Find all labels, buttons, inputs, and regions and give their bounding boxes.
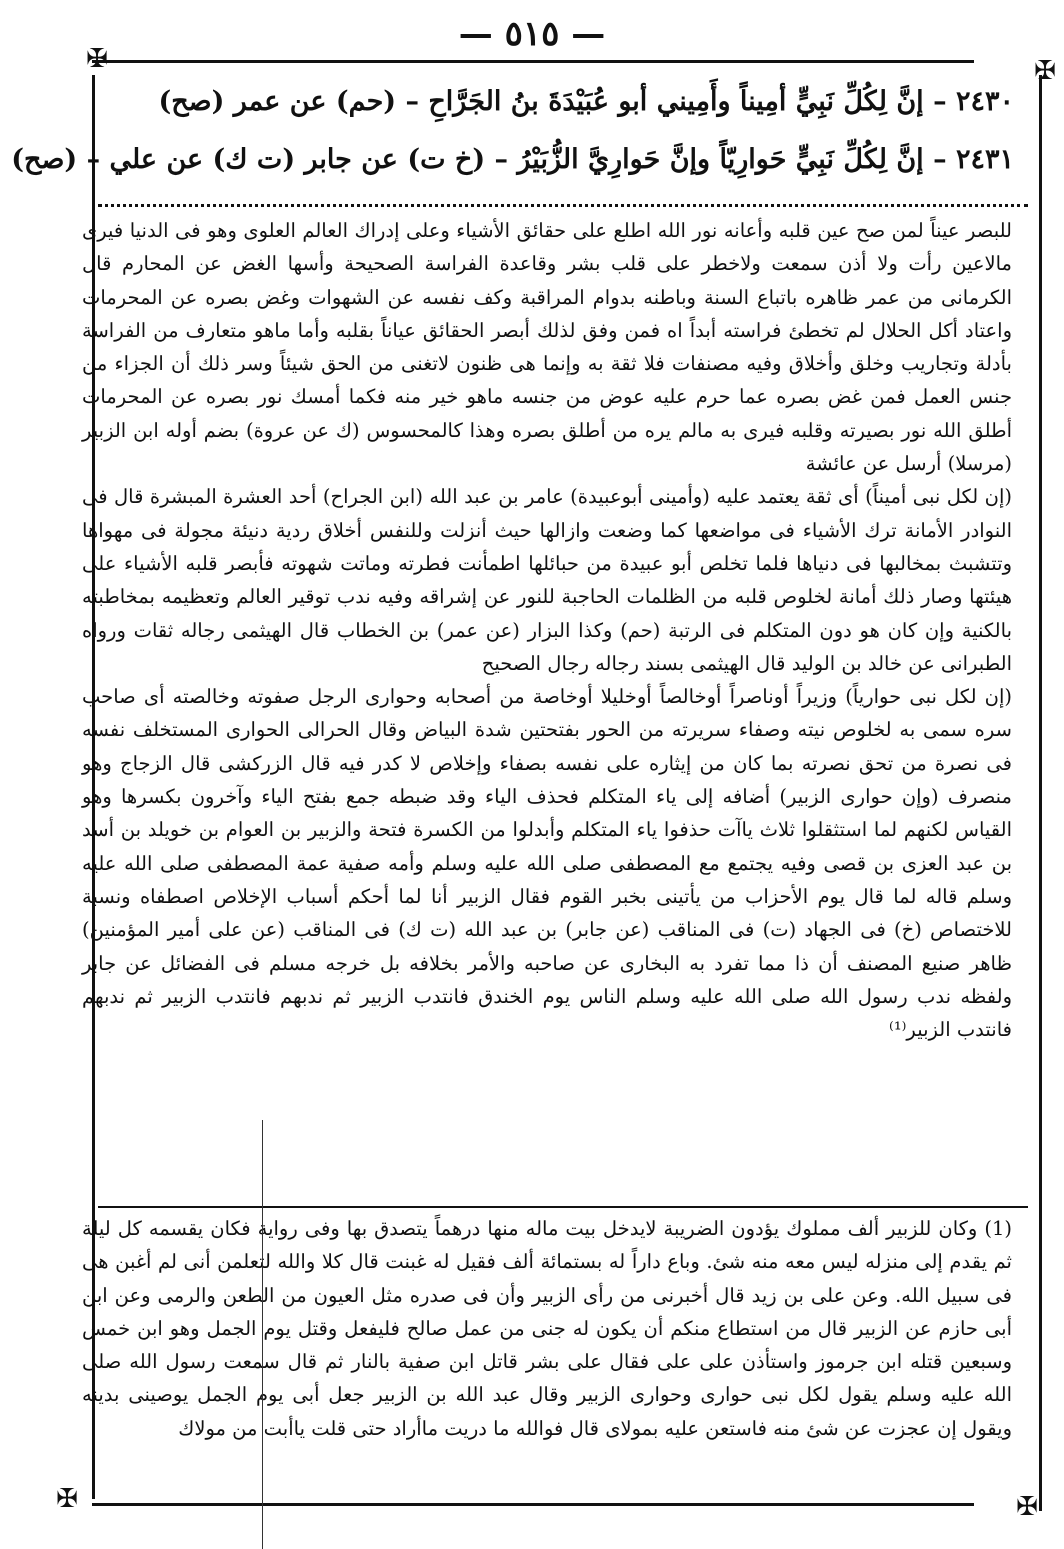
- commentary-paragraph: للبصر عيناً لمن صح عين قلبه وأعانه نور الله اطلع على حقائق الأشياء وعلى إدراك العالم العلوى وهو فى الدنيا فيرى مالاعين رأت ولا أذن سمعت ولاخطر على قلب بشر وقاعدة الفراسة الصحيحة وأسها الغض عن المحارم قال الكرمانى من عمر ظاهره باتباع السنة وباطنه بدوام المراقبة وكف نفسه عن الشهوات وغض بصره عن المحرمات واعتاد أكل الحلال لم تخطئ فراسته أبداً اه فمن وفق لذلك أبصر الحقائق عياناً بقلبه وأما ماهو متعارف من الفراسة بأدلة وتجاريب وخلق وأخلاق وفيه مصنفات فلا ثقة به وإنما هى ظنون لاتغنى من الحق شيئاً وسر ذلك أن الجزاء من جنس العمل فمن غض بصره عما حرم عليه عوض من جنسه ماهو خير منه فكما أمسك نور بصره عن المحرمات أطلق الله نور بصيرته وقلبه فيرى به مالم يره من أطلق بصره وهذا كالمحسوس (ك عن عروة) بضم أوله ابن الزبير (مرسلا) أرسل عن عائشة: [82, 219, 1012, 476]
- footnote-divider: [98, 1206, 1028, 1208]
- commentary-paragraph: (إن لكل نبى أميناً) أى ثقة يعتمد عليه (وأمينى أبوعبيدة) عامر بن عبد الله (ابن الجراح) أحد العشرة المبشرة قال فى النوادر الأمانة ترك الأشياء فى مواضعها كما وضعت وازالها حيث أنزلت وللنفس أخلاق ردية دنيئة مجولة فى مهواها وتتشبث بمخالبها فى دنياها فلما تخلص أبو عبيدة من حبائلها اطمأنت فطرته وماتت شهوته فأبصر قلبه الأشياء على هيئتها وصار ذلك أمانة لخلوص قلبه من الظلمات الحاجبة للنور عن إشراقه وفيه ندب توقير العالم وتعظيمه بمخاطبته بالكنية وإن كان هو دون المتكلم فى الرتبة (حم) وكذا البزار (عن عمر) بن الخطاب قال الهيثمى رجاله ثقات ورواه الطبرانى عن خالد بن الوليد قال الهيثمى بسند رجاله رجال الصحيح: [82, 485, 1012, 675]
- corner-ornament-icon: ✠: [1034, 56, 1056, 86]
- section-divider: [98, 204, 1028, 207]
- page-number: — ٥١٥ —: [458, 14, 606, 54]
- corner-ornament-icon: ✠: [1016, 1492, 1038, 1522]
- hadith-text: ٢٤٣٠ – إنَّ لِكُلِّ نَبِيٍّ أمِيناً وأَمِيني أبو عُبَيْدَةَ بنُ الجَرَّاحِ – (حم) عن عمر (صح): [158, 86, 1014, 117]
- corner-ornament-icon: ✠: [86, 44, 108, 74]
- commentary-body: [82, 214, 1012, 1046]
- footnote-text: (1) وكان للزبير ألف مملوك يؤدون الضريبة لايدخل بيت ماله منها درهماً يتصدق بها وفى رواية فكان يقسمه كل ليلة ثم يقدم إلى منزله ليس معه منه شئ. وباع داراً له بستمائة ألف فقيل له غبنت قال كلا والله لتعلمن أنى لم أغبن هى فى سبيل الله. وعن على بن زيد قال أخبرنى من رأى الزبير وأن فى صدره مثل العيون من الطعن والرمى وعن ابن أبى حازم عن الزبير قال من استطاع منكم أن يكون له جنى من عمل صالح فليفعل وقتل يوم الجمل وهو ابن خمس وسبعين قتله ابن جرموز واستأذن على على فقال على بشر قاتل ابن صفية بالنار ثم قال سمعت رسول الله صلى الله عليه وسلم يقول لكل نبى حوارى وحوارى الزبير وقال عبد الله بن الزبير جعل أبى يوم الجمل يوصينى بدينه ويقول إن عجزت عن شئ منه فاستعن عليه بمولاى قال فوالله ما دريت ماأراد حتى قلت ياأبت من مولاك: [82, 1217, 1012, 1440]
- corner-ornament-icon: ✠: [56, 1484, 78, 1514]
- footnote: [82, 1212, 1012, 1445]
- commentary-paragraph: (إن لكل نبى حوارياً) وزيراً أوناصراً أوخالصاً أوخليلا أوخاصة من أصحابه وحوارى الرجل صفوته وخالصته أى صاحب سره سمى به لخلوص نيته وصفاء سريرته من الحور بفتحتين شدة البياض وقال الحرالى الحوارى المستخلف نفسه فى نصرة من تحق نصرته بما كان من إيثاره على نفسه بصفاء وإخلاص لا كدر فيه قال الزركشى قال الزجاج وهو منصرف (وإن حوارى الزبير) أضافه إلى ياء المتكلم فحذف الياء وقد ضبطه جمع بفتح الياء وآخرون بكسرها وهو القياس لكنهم لما استثقلوا ثلاث ياآت حذفوا ياء المتكلم وأبدلوا من الكسرة فتحة والزبير بن العوام بن خويلد بن أسد بن عبد العزى بن قصى وفيه يجتمع مع المصطفى صلى الله عليه وسلم وأمه صفية عمة المصطفى صلى الله عليه وسلم قاله لما قال يوم الأحزاب من يأتينى بخبر القوم فقال الزبير أنا لما أحكم أسباب الإخلاص اصطفاه ونسبة للاختصاص (خ) فى الجهاد (ت) فى المناقب (عن جابر) بن عبد الله (ت ك) فى المناقب (عن على أمير المؤمنين) ظاهر صنيع المصنف أن ذا مما تفرد به البخارى عن صاحبه والأمر بخلافه بل خرجه مسلم فى الفضائل عن جابر ولفظه ندب رسول الله صلى الله عليه وسلم الناس يوم الخندق فانتدب الزبير ثم ندبهم فانتدب الزبير ثم ندبهم فانتدب الزبير⁽¹⁾: [82, 685, 1012, 1042]
- scan-gutter-line: [262, 1120, 263, 1549]
- hadith-text: ٢٤٣١ – إنَّ لِكُلِّ نَبِيٍّ حَوارِيّاً وإنَّ حَوارِيَّ الزُّبَيْرُ – (خ ت) عن جابر (ت ك) عن علي – (صح): [11, 144, 1014, 175]
- frame-right-border: [1039, 75, 1042, 1511]
